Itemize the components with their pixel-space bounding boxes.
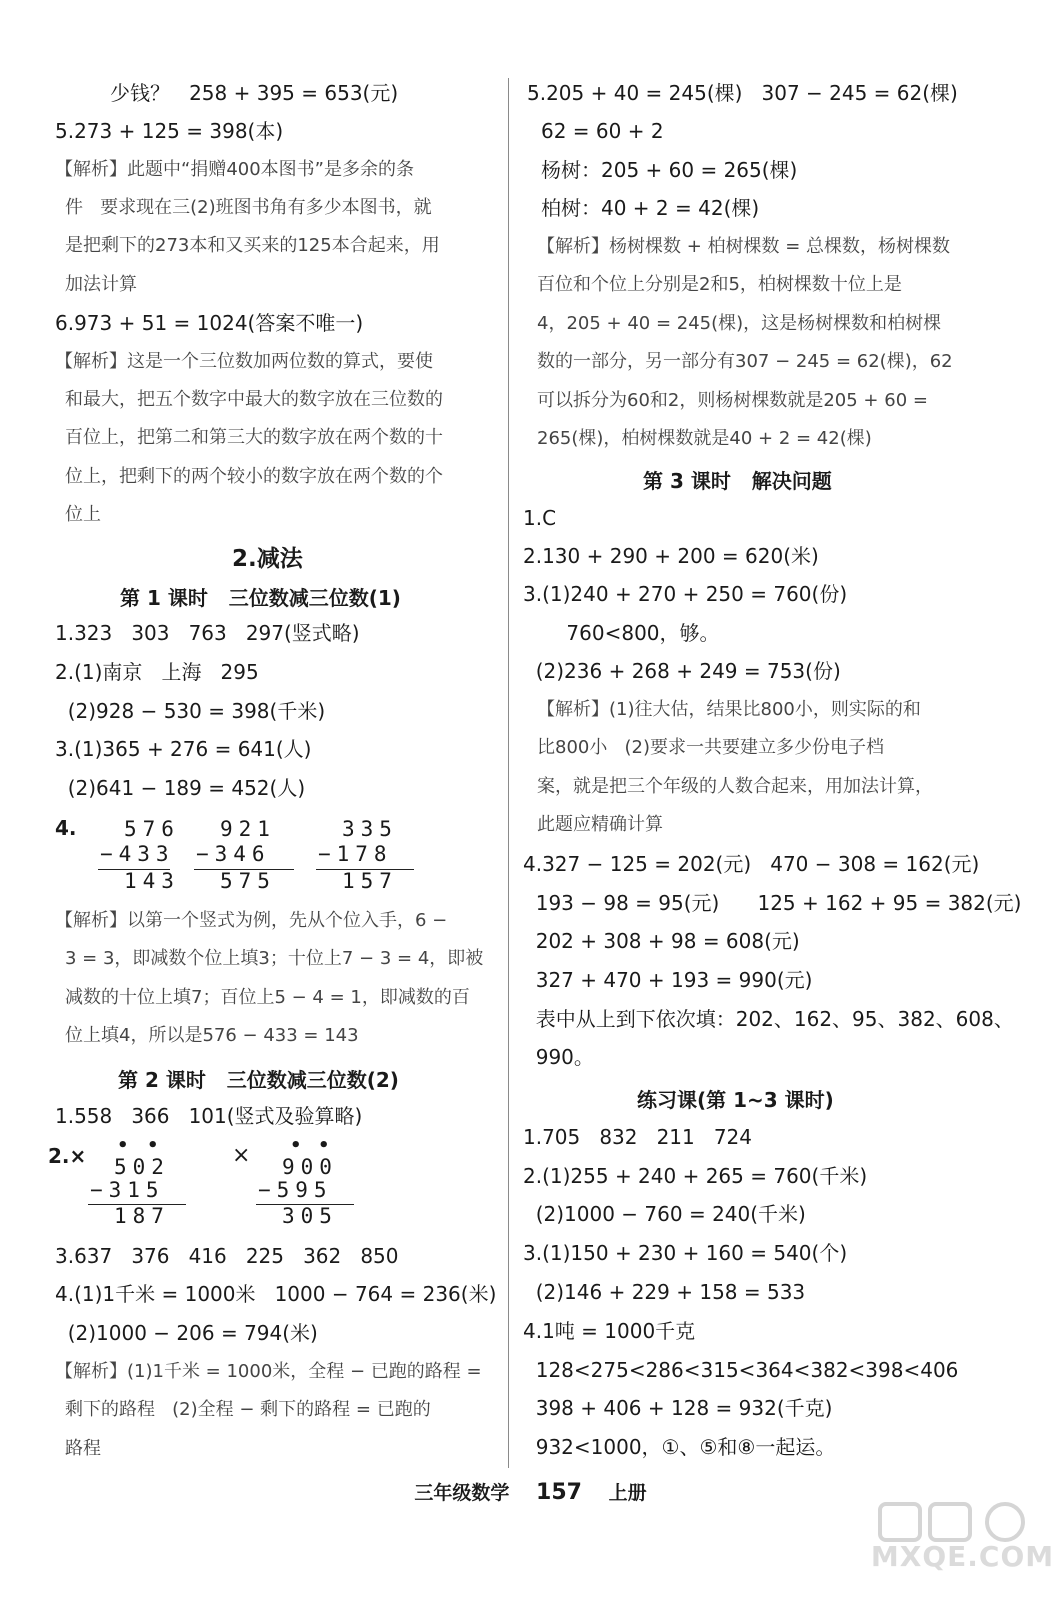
lesson-heading: 练习课(第 1~3 课时) (637, 1088, 834, 1112)
answer-line: 6.973 + 51 = 1024(答案不唯一) (55, 311, 364, 335)
lesson-heading: 第 2 课时 三位数减三位数(2) (118, 1068, 399, 1092)
watermark (870, 1500, 1055, 1595)
subtrahend: −595 (258, 1178, 333, 1202)
borrow-dot: • (117, 1135, 129, 1156)
answer-line: 3.637 376 416 225 362 850 (55, 1244, 399, 1268)
explanation-line: 位上填4，所以是576 − 433 = 143 (65, 1025, 359, 1046)
borrow-dot: • (290, 1135, 302, 1156)
answer-line: 1.C (523, 506, 557, 530)
answer-line: (2)641 − 189 = 452(人) (55, 776, 306, 800)
explanation-line: 【解析】以第一个竖式为例，先从个位入手，6 − (55, 910, 448, 931)
answer-line: 3.(1)150 + 230 + 160 = 540(个) (523, 1241, 848, 1265)
footer-volume: 上册 (608, 1482, 647, 1504)
answer-line: 3.(1)240 + 270 + 250 = 760(份) (523, 582, 848, 606)
wrong-mark: × (232, 1143, 251, 1168)
answer-line: 193 − 98 = 95(元) 125 + 162 + 95 = 382(元) (523, 891, 1022, 915)
explanation-line: 【解析】此题中“捐赠400本图书”是多余的条 (55, 159, 415, 180)
explanation-line: 路程 (65, 1438, 101, 1459)
question-number: 4. (55, 816, 77, 840)
page-number: 157 (536, 1480, 582, 1505)
section-heading: 2.减法 (232, 546, 303, 572)
answer-line: 932<1000，①、⑤和⑧一起运。 (523, 1435, 836, 1459)
answer-line: 4.327 − 125 = 202(元) 470 − 308 = 162(元) (523, 852, 980, 876)
explanation-line: 百位上，把第二和第三大的数字放在两个数的十 (65, 427, 443, 448)
answer-line: 760<800，够。 (541, 621, 720, 645)
answer-line: 327 + 470 + 193 = 990(元) (523, 968, 813, 992)
explanation-line: 减数的十位上填7；百位上5 − 4 = 1，即减数的百 (65, 987, 470, 1008)
answer-line: 杨树：205 + 60 = 265(棵) (541, 158, 798, 182)
answer-line: 少钱？ 258 + 395 = 653(元) (110, 81, 399, 105)
minuend: 335 (342, 817, 398, 841)
explanation-line: 数的一部分，另一部分有307 − 245 = 62(棵)，62 (537, 351, 953, 372)
answer-line: 990。 (523, 1045, 594, 1069)
explanation-line: 此题应精确计算 (537, 814, 663, 835)
explanation-line: 剩下的路程 (2)全程 − 剩下的路程 = 已跑的 (65, 1399, 431, 1420)
subtrahend: −315 (90, 1178, 165, 1202)
explanation-line: 4，205 + 40 = 245(棵)，这是杨树棵数和柏树棵 (537, 313, 942, 334)
minuend: 502 (114, 1155, 170, 1179)
subtrahend: −178 (318, 842, 393, 866)
column-divider (508, 78, 509, 1468)
answer-line: 柏树：40 + 2 = 42(棵) (541, 196, 760, 220)
explanation-line: 百位和个位上分别是2和5，柏树棵数十位上是 (537, 274, 902, 295)
borrow-dot: • (147, 1135, 159, 1156)
explanation-line: 和最大，把五个数字中最大的数字放在三位数的 (65, 389, 443, 410)
answer-line: 2.130 + 290 + 200 = 620(米) (523, 544, 819, 568)
answer-line: 202 + 308 + 98 = 608(元) (523, 929, 800, 953)
explanation-line: 265(棵)，柏树棵数就是40 + 2 = 42(棵) (537, 428, 872, 449)
answer-line: 1.323 303 763 297(竖式略) (55, 621, 360, 645)
answer-line: 3.(1)365 + 276 = 641(人) (55, 737, 312, 761)
answer-line: 2.(1)南京 上海 295 (55, 660, 259, 684)
answer-line: (2)146 + 229 + 158 = 533 (523, 1280, 806, 1304)
explanation-line: 位上，把剩下的两个较小的数字放在两个数的个 (65, 466, 443, 487)
difference: 143 (124, 869, 180, 893)
answer-line: 2.(1)255 + 240 + 265 = 760(千米) (523, 1164, 868, 1188)
watermark-text: MXQE.COM (870, 1540, 1055, 1573)
explanation-line: 3 = 3，即减数个位上填3；十位上7 − 3 = 4，即被 (65, 948, 484, 969)
answer-line: 128<275<286<315<364<382<398<406 (523, 1358, 959, 1382)
difference: 157 (342, 869, 398, 893)
answer-line: 62 = 60 + 2 (541, 119, 664, 143)
answer-line: 表中从上到下依次填：202、162、95、382、608、 (523, 1007, 1014, 1031)
question-number: 2.× (48, 1144, 87, 1168)
answer-line: (2)928 − 530 = 398(千米) (55, 699, 326, 723)
lesson-heading: 第 3 课时 解决问题 (643, 469, 832, 493)
explanation-line: 件 要求现在三(2)班图书角有多少本图书，就 (65, 197, 432, 218)
subtrahend: −346 (196, 842, 271, 866)
footer-grade: 三年级数学 (414, 1482, 510, 1504)
explanation-line: 【解析】(1)往大估，结果比800小，则实际的和 (537, 699, 921, 720)
explanation-line: 可以拆分为60和2，则杨树棵数就是205 + 60 = (537, 390, 928, 411)
answer-line: 398 + 406 + 128 = 932(千克) (523, 1396, 833, 1420)
difference: 187 (114, 1204, 170, 1228)
answer-line: 4.(1)1千米 = 1000米 1000 − 764 = 236(米) (55, 1282, 497, 1306)
difference: 575 (220, 869, 276, 893)
explanation-line: 【解析】杨树棵数 + 柏树棵数 = 总棵数，杨树棵数 (537, 236, 951, 257)
answer-line: (2)1000 − 760 = 240(千米) (523, 1202, 806, 1226)
explanation-line: 【解析】(1)1千米 = 1000米，全程 − 已跑的路程 = (55, 1361, 482, 1382)
answer-line: (2)1000 − 206 = 794(米) (55, 1321, 318, 1345)
answer-line: 4.1吨 = 1000千克 (523, 1319, 696, 1343)
watermark-logo-icon (870, 1500, 1055, 1545)
explanation-line: 比800小 (2)要求一共要建立多少份电子档 (537, 737, 885, 758)
explanation-line: 【解析】这是一个三位数加两位数的算式，要使 (55, 351, 433, 372)
answer-line: 5.205 + 40 = 245(棵) 307 − 245 = 62(棵) (527, 81, 958, 105)
explanation-line: 位上 (65, 504, 101, 525)
answer-line: 1.558 366 101(竖式及验算略) (55, 1104, 363, 1128)
answer-line: 1.705 832 211 724 (523, 1125, 752, 1149)
explanation-line: 是把剩下的273本和又买来的125本合起来，用 (65, 235, 440, 256)
answer-line: (2)236 + 268 + 249 = 753(份) (523, 659, 841, 683)
lesson-heading: 第 1 课时 三位数减三位数(1) (120, 586, 401, 610)
subtrahend: −433 (100, 842, 175, 866)
minuend: 900 (282, 1155, 338, 1179)
explanation-line: 案，就是把三个年级的人数合起来，用加法计算， (537, 776, 933, 797)
minuend: 576 (124, 817, 180, 841)
minuend: 921 (220, 817, 276, 841)
answer-line: 5.273 + 125 = 398(本) (55, 119, 284, 143)
borrow-dot: • (318, 1135, 330, 1156)
explanation-line: 加法计算 (65, 274, 137, 295)
difference: 305 (282, 1204, 338, 1228)
